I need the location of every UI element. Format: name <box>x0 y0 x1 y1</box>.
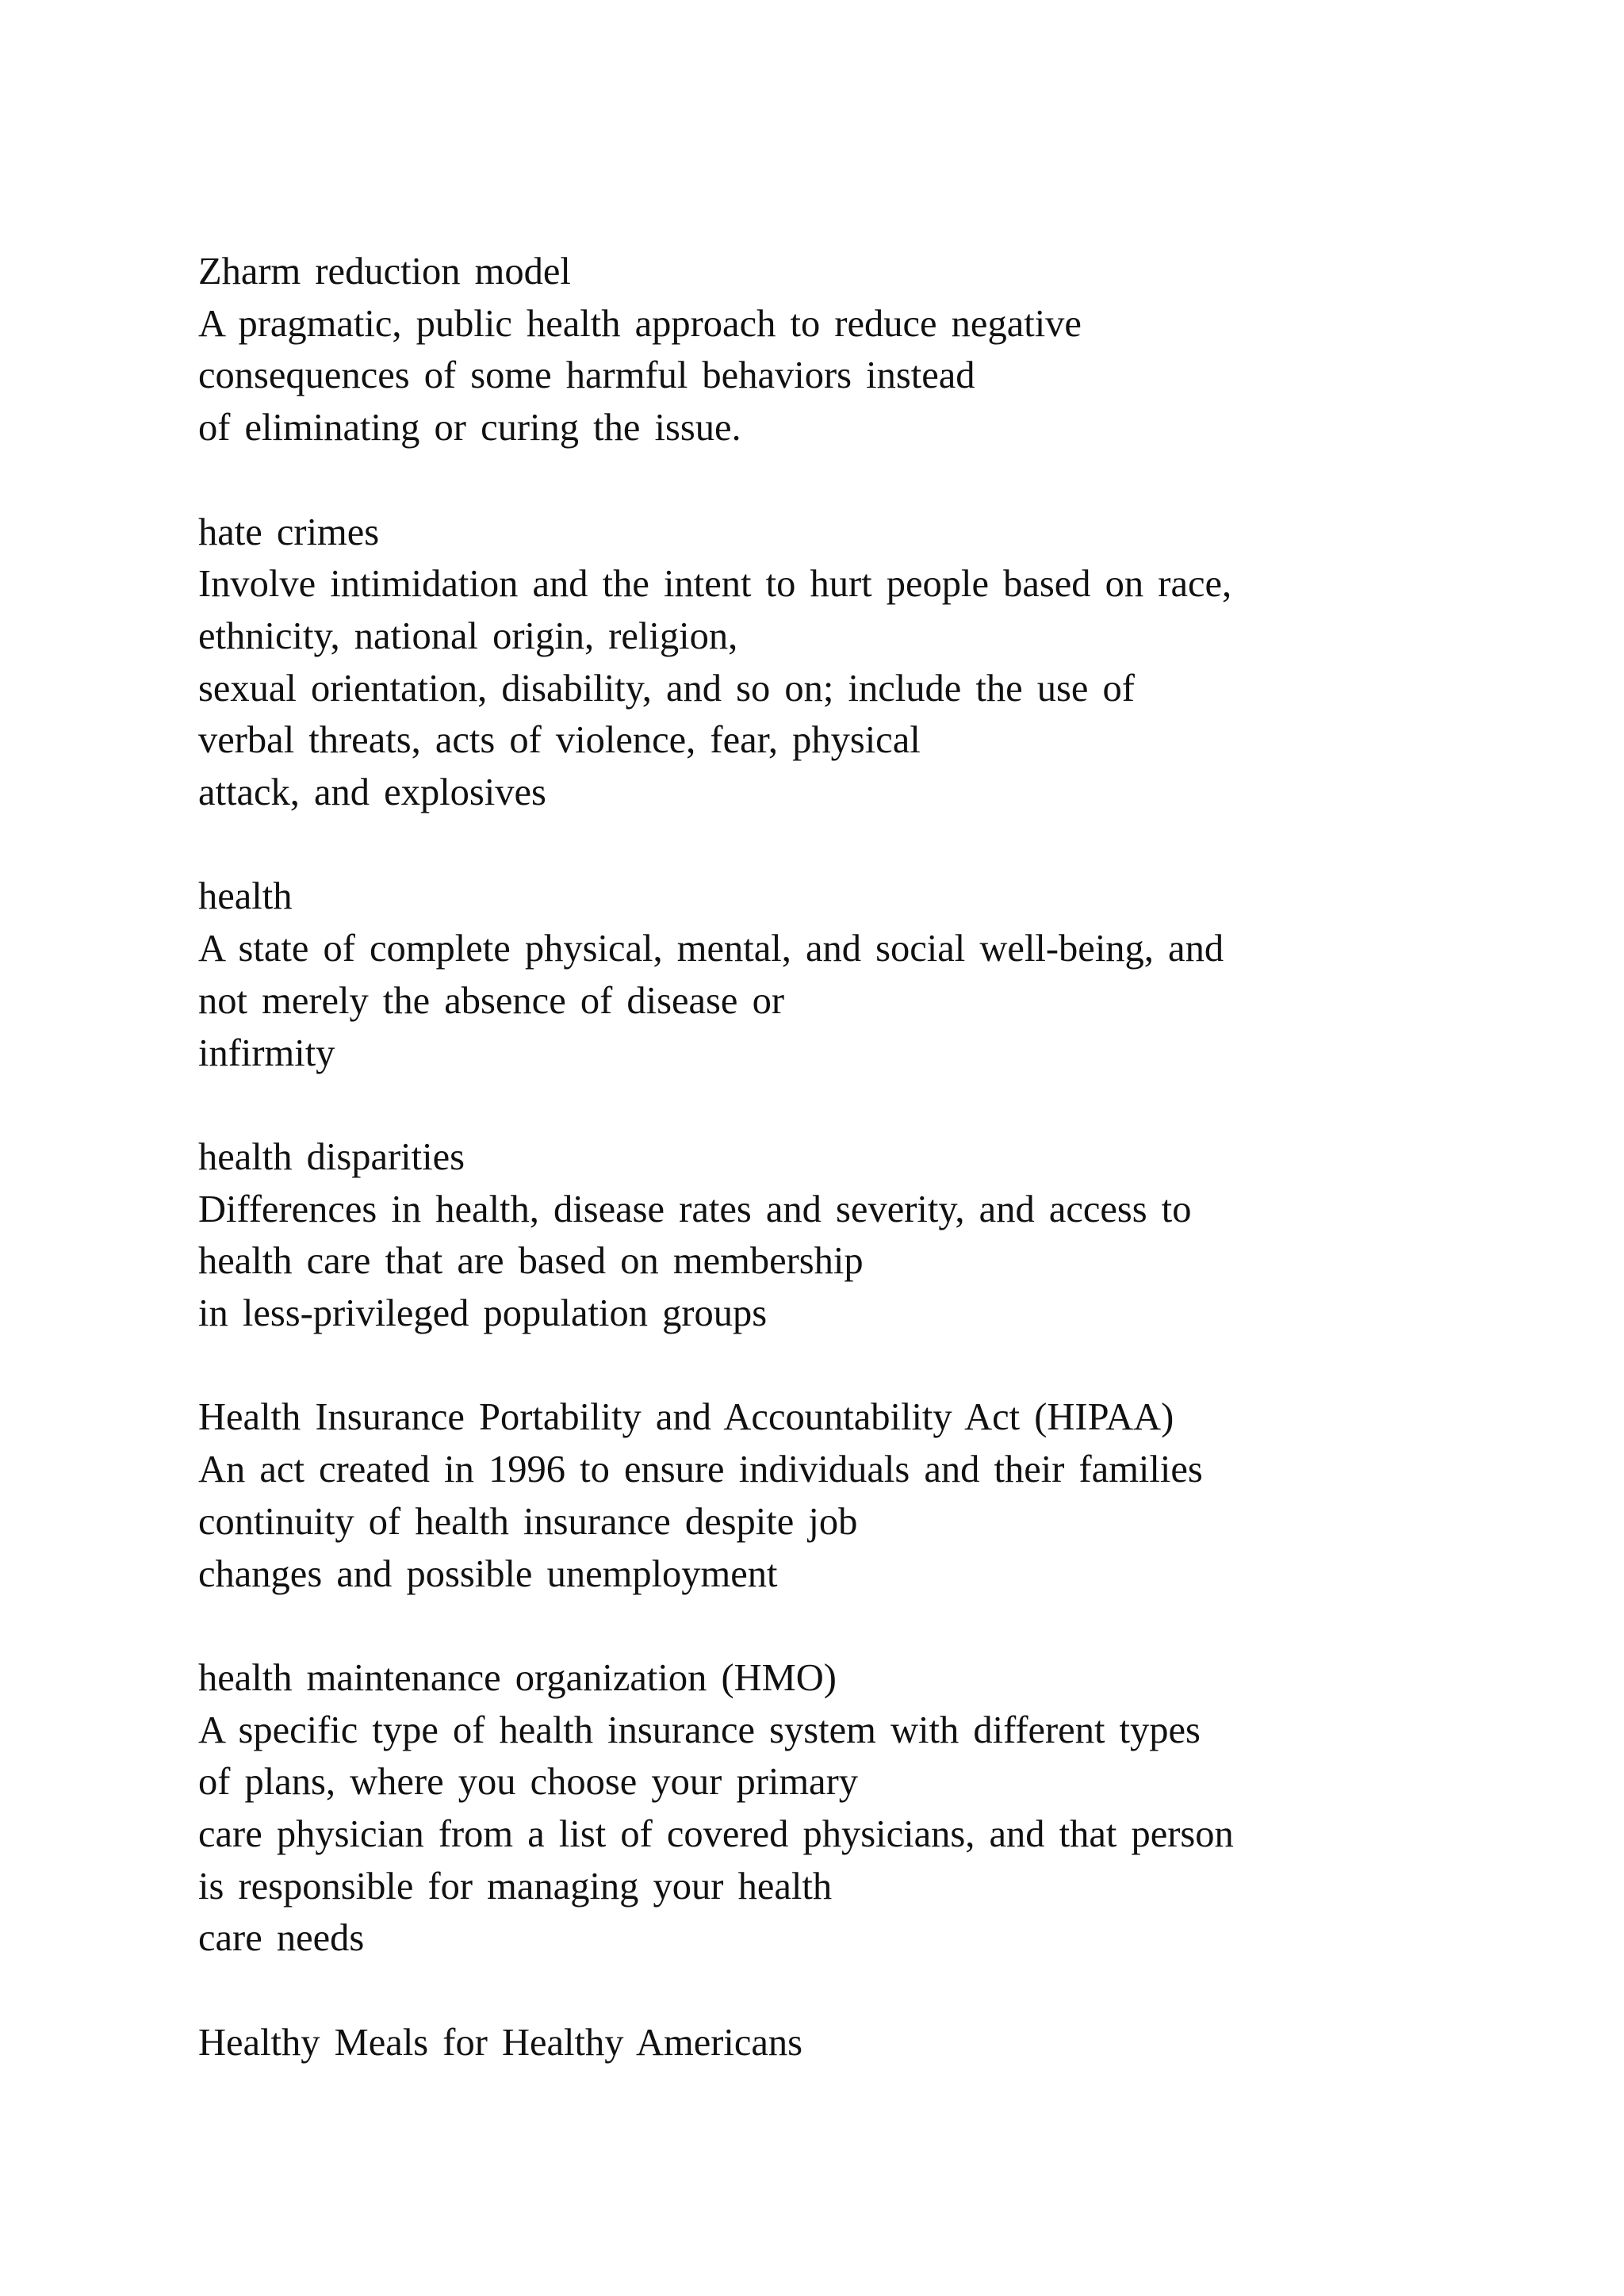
glossary-term: Healthy Meals for Healthy Americans <box>198 2021 803 2064</box>
definition-line: continuity of health insurance despite job <box>198 1500 858 1543</box>
definition-line: sexual orientation, disability, and so on; include the use of <box>198 667 1135 710</box>
definition-line: A specific type of health insurance system with different types <box>198 1709 1201 1751</box>
definition-line: care physician from a list of covered physicians, and that person <box>198 1813 1234 1856</box>
definition-line: is responsible for managing your health <box>198 1865 833 1908</box>
definition-line: health care that are based on membership <box>198 1240 864 1283</box>
definition-line: of plans, where you choose your primary <box>198 1761 858 1804</box>
glossary-term: health disparities <box>198 1135 465 1178</box>
definition-line: not merely the absence of disease or <box>198 979 784 1022</box>
glossary-entry-hate-crimes <box>198 507 1546 819</box>
glossary-entry-hmo <box>198 1652 1546 1965</box>
definition-line: ethnicity, national origin, religion, <box>198 614 738 657</box>
glossary-entry-health <box>198 871 1546 1079</box>
definition-line: attack, and explosives <box>198 771 546 814</box>
glossary-term: Health Insurance Portability and Accountability Act (HIPAA) <box>198 1396 1174 1439</box>
definition-line: An act created in 1996 to ensure individuals and their families <box>198 1448 1203 1491</box>
glossary-entry-harm-reduction-model <box>198 246 1546 454</box>
definition-line: changes and possible unemployment <box>198 1552 778 1595</box>
glossary-term: health <box>198 875 293 918</box>
definition-line: Differences in health, disease rates and severity, and access to <box>198 1188 1192 1230</box>
glossary-entry-health-disparities <box>198 1131 1546 1340</box>
definition-line: A pragmatic, public health approach to reduce negative <box>198 302 1082 345</box>
definition-line: in less-privileged population groups <box>198 1292 768 1335</box>
glossary-term: health maintenance organization (HMO) <box>198 1656 837 1699</box>
definition-line: verbal threats, acts of violence, fear, physical <box>198 719 921 762</box>
glossary-term: Zharm reduction model <box>198 251 571 293</box>
definition-line: care needs <box>198 1917 365 1960</box>
glossary-content <box>198 246 1546 2121</box>
definition-line: of eliminating or curing the issue. <box>198 407 741 450</box>
glossary-entry-hipaa <box>198 1391 1546 1600</box>
glossary-term: hate crimes <box>198 511 380 553</box>
definition-line: Involve intimidation and the intent to hurt people based on race, <box>198 563 1232 606</box>
definition-line: consequences of some harmful behaviors instead <box>198 354 975 397</box>
definition-line: A state of complete physical, mental, and social well-being, and <box>198 928 1224 970</box>
definition-line: infirmity <box>198 1031 335 1074</box>
glossary-entry-healthy-meals <box>198 2017 1546 2069</box>
